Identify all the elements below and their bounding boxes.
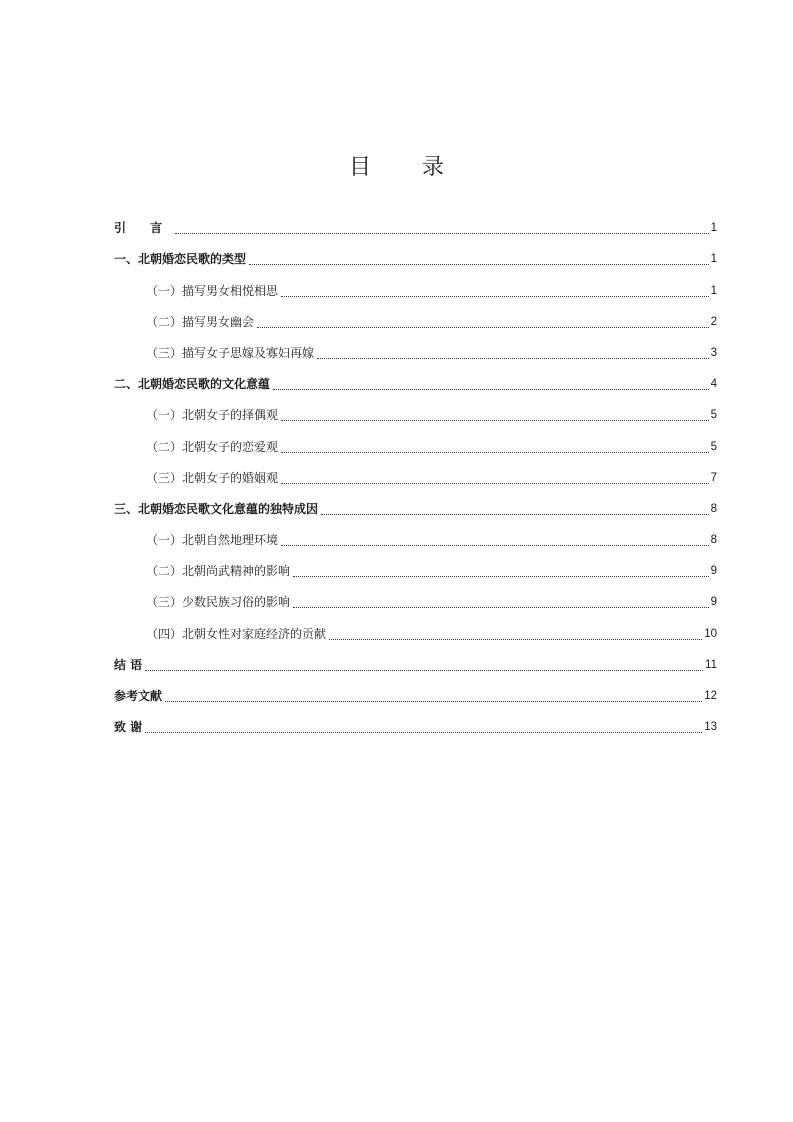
- toc-page-number: 8: [710, 534, 717, 547]
- toc-leader-dots: [145, 670, 703, 671]
- table-of-contents: [114, 211, 717, 741]
- toc-page-number: 10: [704, 627, 717, 640]
- toc-entry-acknowledgements[interactable]: [114, 710, 717, 741]
- toc-page-number: 11: [705, 658, 717, 671]
- toc-leader-dots: [321, 514, 709, 515]
- toc-entry-text: （二）北朝女子的恋爱观: [146, 439, 279, 454]
- toc-leader-dots: [281, 545, 709, 546]
- toc-entry-section-3-3[interactable]: [114, 585, 717, 616]
- toc-leader-dots: [281, 296, 709, 297]
- toc-leader-dots: [249, 264, 709, 265]
- toc-entry-text: 一、北朝婚恋民歌的类型: [114, 252, 247, 267]
- toc-entry-text: 参考文献: [114, 689, 163, 703]
- toc-entry-section-3-1[interactable]: [114, 523, 717, 554]
- toc-entry-text: （三）少数民族习俗的影响: [146, 595, 291, 610]
- toc-page-number: 12: [704, 690, 717, 702]
- toc-page-number: 9: [710, 565, 717, 578]
- toc-leader-dots: [293, 607, 709, 608]
- toc-entry-section-1-1[interactable]: [114, 273, 717, 304]
- toc-entry-chapter-3[interactable]: [114, 492, 717, 523]
- toc-entry-text: （二）北朝尚武精神的影响: [146, 564, 291, 579]
- toc-page-number: 1: [710, 222, 717, 235]
- toc-entry-intro[interactable]: [114, 211, 717, 242]
- toc-leader-dots: [257, 327, 709, 328]
- toc-page-number: 1: [710, 284, 717, 297]
- toc-leader-dots: [329, 639, 702, 640]
- toc-entry-section-3-4[interactable]: [114, 616, 717, 647]
- toc-page-number: 13: [704, 721, 717, 734]
- toc-entry-text: （四）北朝女性对家庭经济的贡献: [146, 626, 327, 641]
- toc-entry-text: 结 语: [114, 657, 143, 672]
- page-title: 目 录: [349, 155, 466, 180]
- toc-page-number: 7: [710, 471, 717, 484]
- toc-entry-text: 引 言: [114, 221, 173, 236]
- toc-entry-references[interactable]: [114, 679, 717, 710]
- toc-entry-text: 致 谢: [114, 720, 143, 735]
- toc-page-number: 5: [710, 440, 717, 453]
- toc-page-number: 2: [710, 315, 717, 328]
- toc-entry-text: 三、北朝婚恋民歌文化意蕴的独特成因: [114, 501, 319, 516]
- toc-page-number: 3: [710, 346, 717, 359]
- toc-leader-dots: [281, 483, 709, 484]
- toc-entry-conclusion[interactable]: [114, 648, 717, 679]
- toc-leader-dots: [273, 389, 709, 390]
- toc-entry-text: （三）描写女子思嫁及寡妇再嫁: [146, 345, 315, 360]
- toc-entry-section-1-2[interactable]: [114, 305, 717, 336]
- toc-page-number: 4: [710, 378, 717, 391]
- toc-entry-section-2-3[interactable]: [114, 461, 717, 492]
- toc-leader-dots: [293, 576, 709, 577]
- toc-entry-text: 二、北朝婚恋民歌的文化意蕴: [114, 377, 271, 392]
- toc-page-number: 1: [710, 253, 717, 266]
- toc-page-number: 8: [710, 502, 717, 515]
- toc-entry-chapter-1[interactable]: [114, 242, 717, 273]
- toc-entry-text: （三）北朝女子的婚姻观: [146, 470, 279, 485]
- toc-entry-text: （一）北朝自然地理环境: [146, 533, 279, 548]
- toc-page-number: 9: [710, 596, 717, 609]
- toc-leader-dots: [317, 358, 709, 359]
- toc-entry-section-3-2[interactable]: [114, 554, 717, 585]
- toc-entry-text: （一）北朝女子的择偶观: [146, 408, 279, 423]
- toc-page-number: 5: [710, 409, 717, 422]
- toc-entry-section-2-1[interactable]: [114, 398, 717, 429]
- toc-leader-dots: [165, 701, 702, 702]
- toc-entry-text: （一）描写男女相悦相思: [146, 283, 279, 298]
- toc-entry-section-1-3[interactable]: [114, 336, 717, 367]
- toc-leader-dots: [175, 233, 708, 234]
- toc-entry-section-2-2[interactable]: [114, 429, 717, 460]
- toc-leader-dots: [281, 452, 709, 453]
- toc-leader-dots: [145, 732, 702, 733]
- toc-entry-text: （二）描写男女幽会: [146, 314, 255, 329]
- toc-leader-dots: [281, 420, 709, 421]
- toc-entry-chapter-2[interactable]: [114, 367, 717, 398]
